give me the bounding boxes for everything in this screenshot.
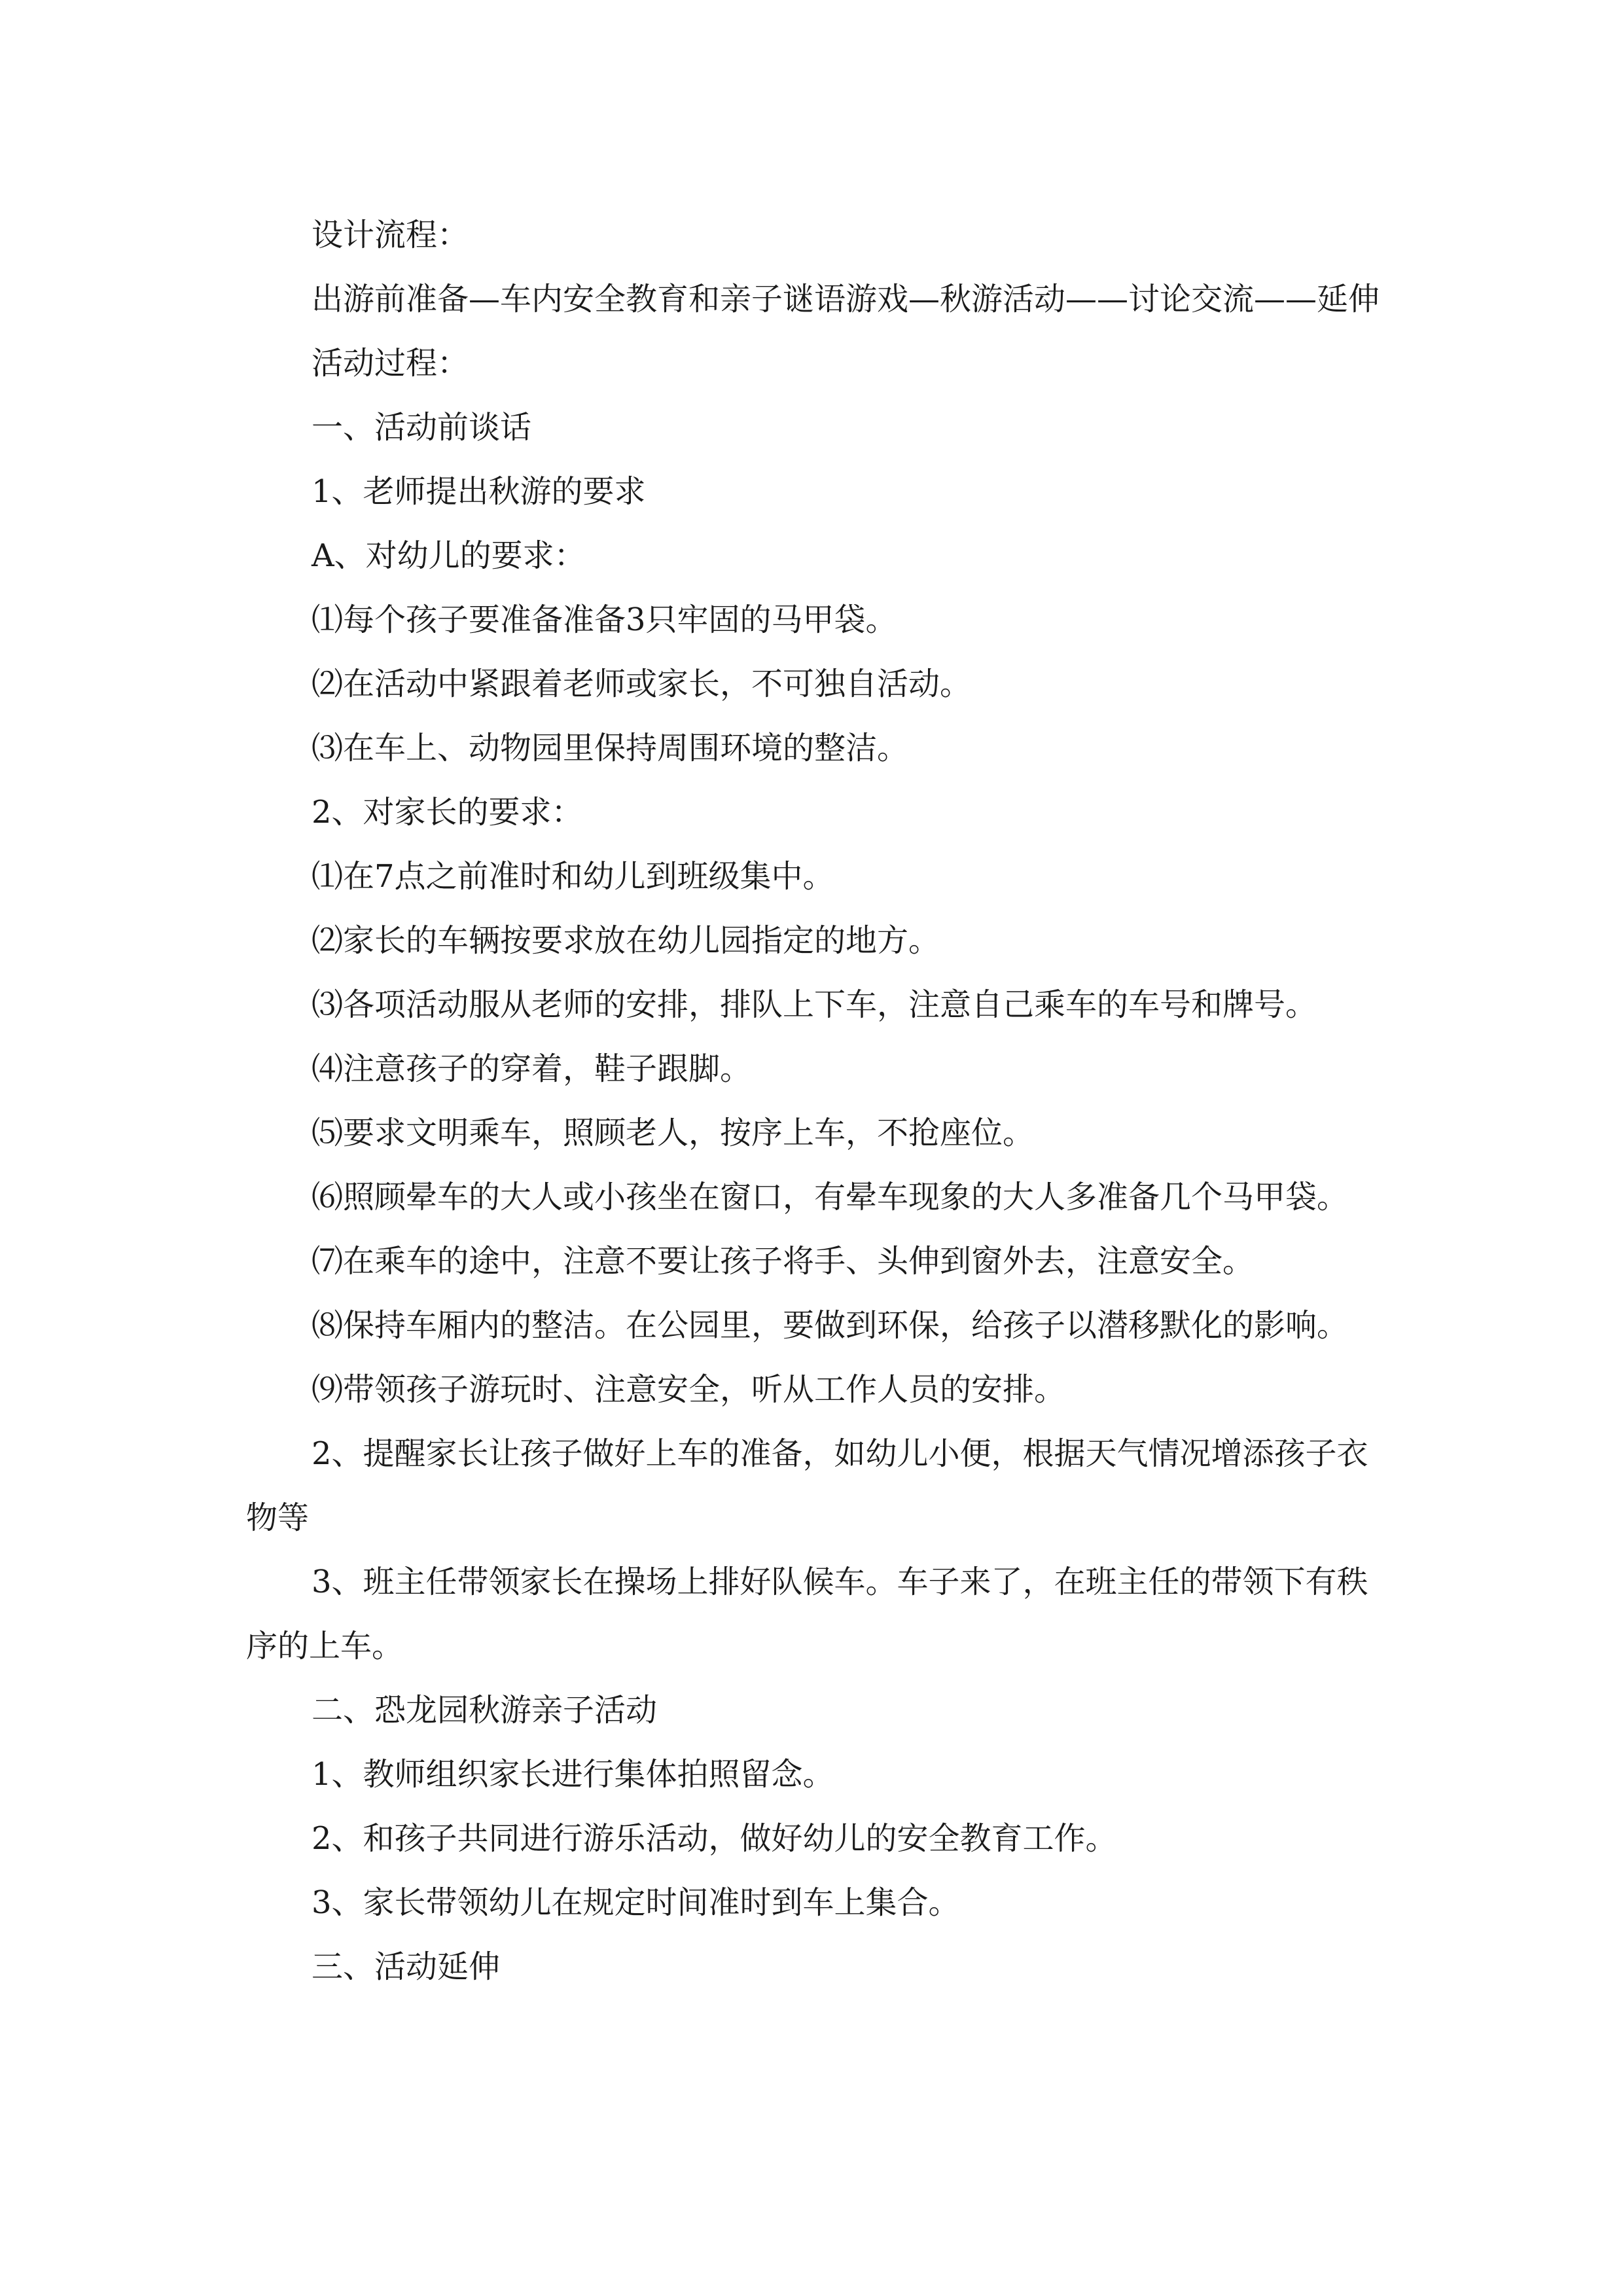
paragraph: ⑺在乘车的途中，注意不要让孩子将手、头伸到窗外去，注意安全。: [312, 1243, 1255, 1280]
paragraph: ⑶各项活动服从老师的安排，排队上下车，注意自己乘车的车号和牌号。: [312, 986, 1317, 1023]
paragraph: ⑹照顾晕车的大人或小孩坐在窗口，有晕车现象的大人多准备几个马甲袋。: [312, 1179, 1349, 1215]
paragraph: A、对幼儿的要求：: [312, 537, 586, 574]
paragraph: 出游前准备—车内安全教育和亲子谜语游戏—秋游活动——讨论交流——延伸: [312, 281, 1380, 317]
paragraph: 一、活动前谈话: [312, 409, 532, 446]
paragraph: 设计流程：: [312, 217, 469, 253]
paragraph: 2、对家长的要求：: [312, 794, 583, 831]
paragraph: 1、教师组织家长进行集体拍照留念。: [312, 1756, 834, 1793]
document-body: [246, 203, 1398, 1999]
paragraph: 二、恐龙园秋游亲子活动: [312, 1692, 658, 1729]
paragraph: 活动过程：: [312, 345, 469, 382]
paragraph: ⑵家长的车辆按要求放在幼儿园指定的地方。: [312, 922, 940, 959]
paragraph: ⑷注意孩子的穿着，鞋子跟脚。: [312, 1050, 752, 1087]
paragraph: ⑵在活动中紧跟着老师或家长，不可独自活动。: [312, 666, 972, 702]
paragraph: ⑼带领孩子游玩时、注意安全，听从工作人员的安排。: [312, 1371, 1066, 1408]
paragraph: ⑻保持车厢内的整洁。在公园里，要做到环保，给孩子以潜移默化的影响。: [312, 1307, 1349, 1344]
paragraph: ⑶在车上、动物园里保持周围环境的整洁。: [312, 730, 909, 766]
paragraph: ⑴每个孩子要准备准备3只牢固的马甲袋。: [312, 601, 897, 638]
paragraph: 三、活动延伸: [312, 1948, 501, 1985]
paragraph: ⑴在7点之前准时和幼儿到班级集中。: [312, 858, 834, 895]
paragraph: 2、和孩子共同进行游乐活动，做好幼儿的安全教育工作。: [312, 1820, 1117, 1857]
paragraph: 2、提醒家长让孩子做好上车的准备，如幼儿小便，根据天气情况增添孩子衣物等: [246, 1435, 1368, 1536]
paragraph: ⑸要求文明乘车，照顾老人，按序上车，不抢座位。: [312, 1115, 1035, 1151]
paragraph: 1、老师提出秋游的要求: [312, 473, 646, 510]
paragraph: 3、家长带领幼儿在规定时间准时到车上集合。: [312, 1884, 960, 1921]
paragraph: 3、班主任带领家长在操场上排好队候车。车子来了，在班主任的带领下有秩序的上车。: [246, 1564, 1368, 1664]
